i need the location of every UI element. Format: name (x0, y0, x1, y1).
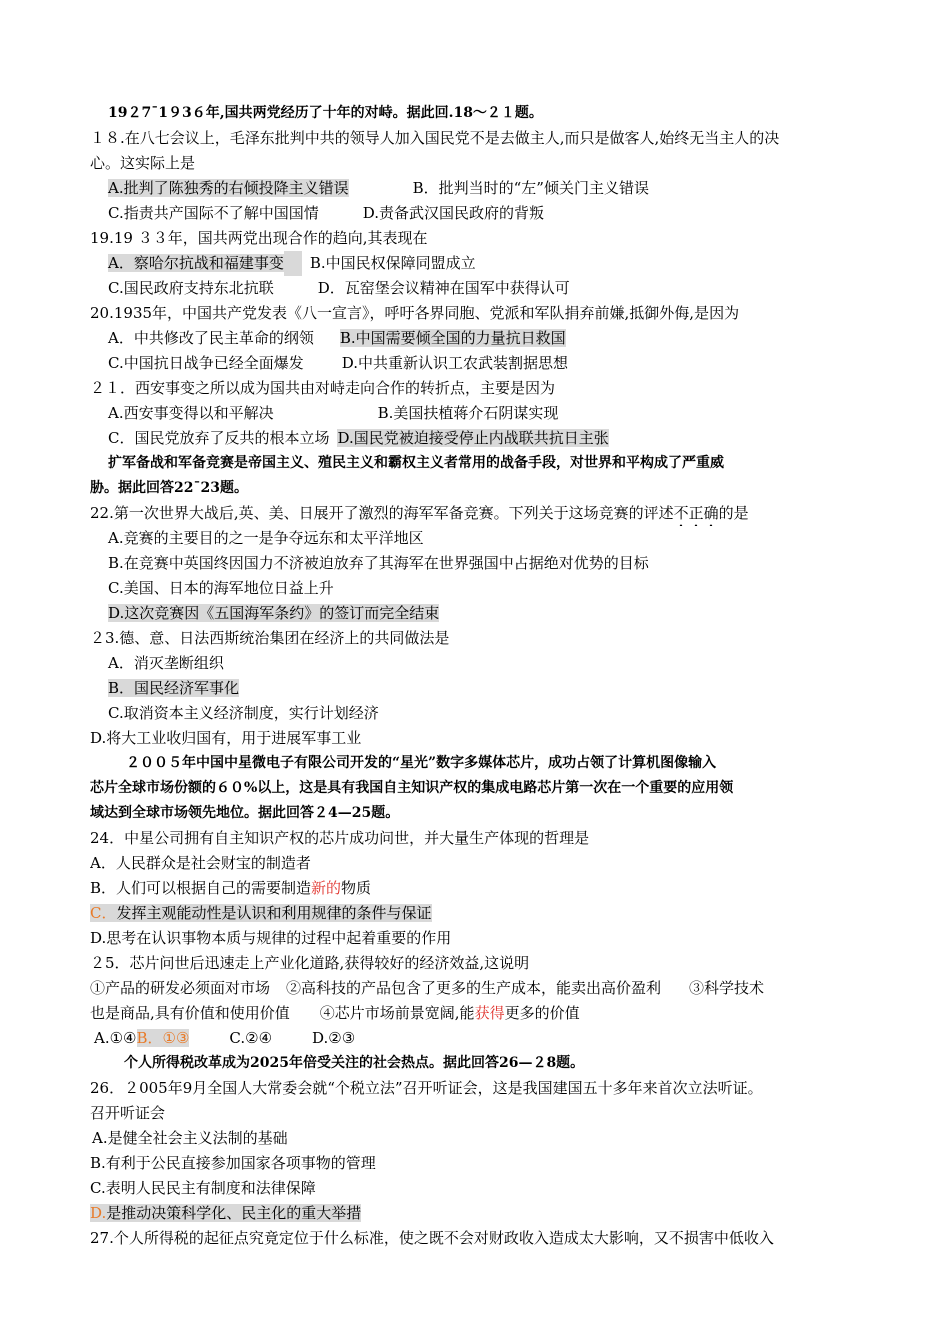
section-intro-22-23: 扩军备战和军备竞赛是帝国主义、殖民主义和霸权主义者常用的战备手段，对世界和平构成了严重威 (108, 455, 724, 471)
option-20-b: B.中国需要倾全国的力量抗日救国 (339, 329, 566, 347)
option-19-a: A．察哈尔抗战和福建事变 (108, 254, 284, 272)
option-26-c: C.表明人民民主有制度和法律保障 (90, 1179, 316, 1197)
question-18-stem: １８.在八七会议上，毛泽东批判中共的领导人加入国民党不是去做主人,而只是做客人,始终无当主人的决 (90, 129, 780, 147)
option-21-d: D.国民党被迫接受停止内战联共抗日主张 (337, 429, 609, 447)
question-26-stem: 26．２005年9月全国人大常委会就“个税立法”召开听证会，这是我国建国五十多年来首次立法听证。 (90, 1079, 763, 1097)
option-18-b: B．批判当时的“左”倾关门主义错误 (412, 179, 649, 197)
question-19-options-ab (90, 251, 870, 276)
question-19-options-cd (90, 276, 870, 301)
option-18-c: C.指责共产国际不了解中国国情 (108, 204, 319, 222)
question-21-options-ab (90, 401, 870, 426)
question-20-options-ab (90, 326, 870, 351)
question-26-stem-cont: 召开听证会 (90, 1104, 166, 1122)
option-23-a: A．消灭垄断组织 (108, 654, 224, 672)
option-23-c: C.取消资本主义经济制度，实行计划经济 (108, 704, 379, 722)
option-24-a: A．人民群众是社会财宝的制造者 (90, 854, 311, 872)
section-intro-22-23-cont: 胁。据此回答22¯23题。 (90, 480, 248, 496)
option-22-c: C.美国、日本的海军地位日益上升 (108, 579, 334, 597)
option-23-d: D.将大工业收归国有，用于进展军事工业 (90, 729, 362, 747)
option-19-b: B.中国民权保障同盟成立 (309, 254, 476, 272)
option-19-c: C.国民政府支持东北抗联 (108, 279, 274, 297)
option-26-b: B.有利于公民直接参加国家各项事物的管理 (90, 1154, 376, 1172)
option-18-d: D.责备武汉国民政府的背叛 (362, 204, 544, 222)
question-20-options-cd (90, 351, 870, 376)
option-20-c: C.中国抗日战争已经全面爆发 (108, 354, 304, 372)
question-21-stem: ２１．西安事变之所以成为国共由对峙走向合作的转折点，主要是因为 (90, 379, 556, 397)
question-18-options-cd (90, 201, 870, 226)
section-intro-18-21: 19２7¯1９3６年,国共两党经历了十年的对峙。据此回.18～２１题。 (108, 105, 543, 121)
option-26-a: A.是健全社会主义法制的基础 (92, 1129, 288, 1147)
question-25-stem: ２5．芯片问世后迅速走上产业化道路,获得较好的经济效益,这说明 (90, 954, 530, 972)
question-22-stem: 22.第一次世界大战后,英、美、日展开了激烈的海军军备竞赛。下列关于这场竞赛的评述不正确的是 (90, 504, 749, 522)
section-intro-26-28: 个人所得税改革成为2025年倍受关注的社会热点。据此回答26—２8题。 (124, 1055, 585, 1071)
question-24-stem: 24．中星公司拥有自主知识产权的芯片成功问世，并大量生产体现的哲理是 (90, 829, 590, 847)
option-21-b: B.美国扶植蒋介石阴谋实现 (377, 404, 559, 422)
option-22-b: B.在竞赛中英国终因国力不济被迫放弃了其海军在世界强国中占据绝对优势的目标 (108, 554, 649, 572)
emphasis-not-correct: 不正确 (673, 504, 719, 522)
question-25-statements: ①产品的研发必须面对市场 ②高科技的产品包含了更多的生产成本，能卖出高价盈利 ③科学技术 (90, 979, 765, 997)
option-24-d: D.思考在认识事物本质与规律的过程中起着重要的作用 (90, 929, 452, 947)
option-23-b: B．国民经济军事化 (108, 679, 240, 697)
exam-page (90, 101, 870, 1251)
option-18-a: A.批判了陈独秀的右倾投降主义错误 (108, 179, 349, 197)
question-20-stem: 20.1935年，中国共产党发表《八一宣言》，呼吁各界同胞、党派和军队捐弃前嫌,抵御外侮,是因为 (90, 304, 740, 322)
option-26-d: D.是推动决策科学化、民主化的重大举措 (90, 1204, 362, 1222)
option-21-c: C．国民党放弃了反共的根本立场 (108, 429, 330, 447)
section-intro-24-25: ２００５年中国中星微电子有限公司开发的“星光”数字多媒体芯片，成功占领了计算机图像输入 (126, 755, 717, 771)
question-25-statements-cont: 也是商品,具有价值和使用价值 ④芯片市场前景宽阔,能获得更多的价值 (90, 1004, 580, 1022)
option-20-a: A．中共修改了民主革命的纲领 (108, 329, 314, 347)
option-22-a: A.竞赛的主要目的之一是争夺远东和太平洋地区 (108, 529, 424, 547)
section-intro-24-25-cont: 芯片全球市场份额的６０%以上，这是具有我国自主知识产权的集成电路芯片第一次在一个重要的应用领 (90, 780, 734, 796)
question-19-stem: 19.19 ３３年，国共两党出现合作的趋向,其表现在 (90, 229, 428, 247)
section-intro-24-25-end: 域达到全球市场领先地位。据此回答２4—25题。 (90, 805, 400, 821)
question-25-options: A.①④B．①③ C.②④ D.②③ (94, 1029, 356, 1047)
option-20-d: D.中共重新认识工农武装割据思想 (341, 354, 568, 372)
question-23-stem: ２3.德、意、日法西斯统治集团在经济上的共同做法是 (90, 629, 450, 647)
question-18-stem-cont: 心。这实际上是 (90, 154, 196, 172)
question-27-stem: 27.个人所得税的起征点究竟定位于什么标准，使之既不会对财政收入造成太大影响，又不损害中低收入 (90, 1229, 774, 1247)
option-24-c: C．发挥主观能动性是认识和利用规律的条件与保证 (90, 904, 432, 922)
option-22-d: D.这次竞赛因《五国海军条约》的签订而完全结束 (108, 604, 440, 622)
option-19-d: D．瓦窑堡会议精神在国军中获得认可 (317, 279, 570, 297)
option-21-a: A.西安事变得以和平解决 (108, 404, 274, 422)
question-21-options-cd (90, 426, 870, 451)
question-18-options-ab (90, 176, 870, 201)
option-24-b: B．人们可以根据自己的需要制造新的物质 (90, 879, 372, 897)
